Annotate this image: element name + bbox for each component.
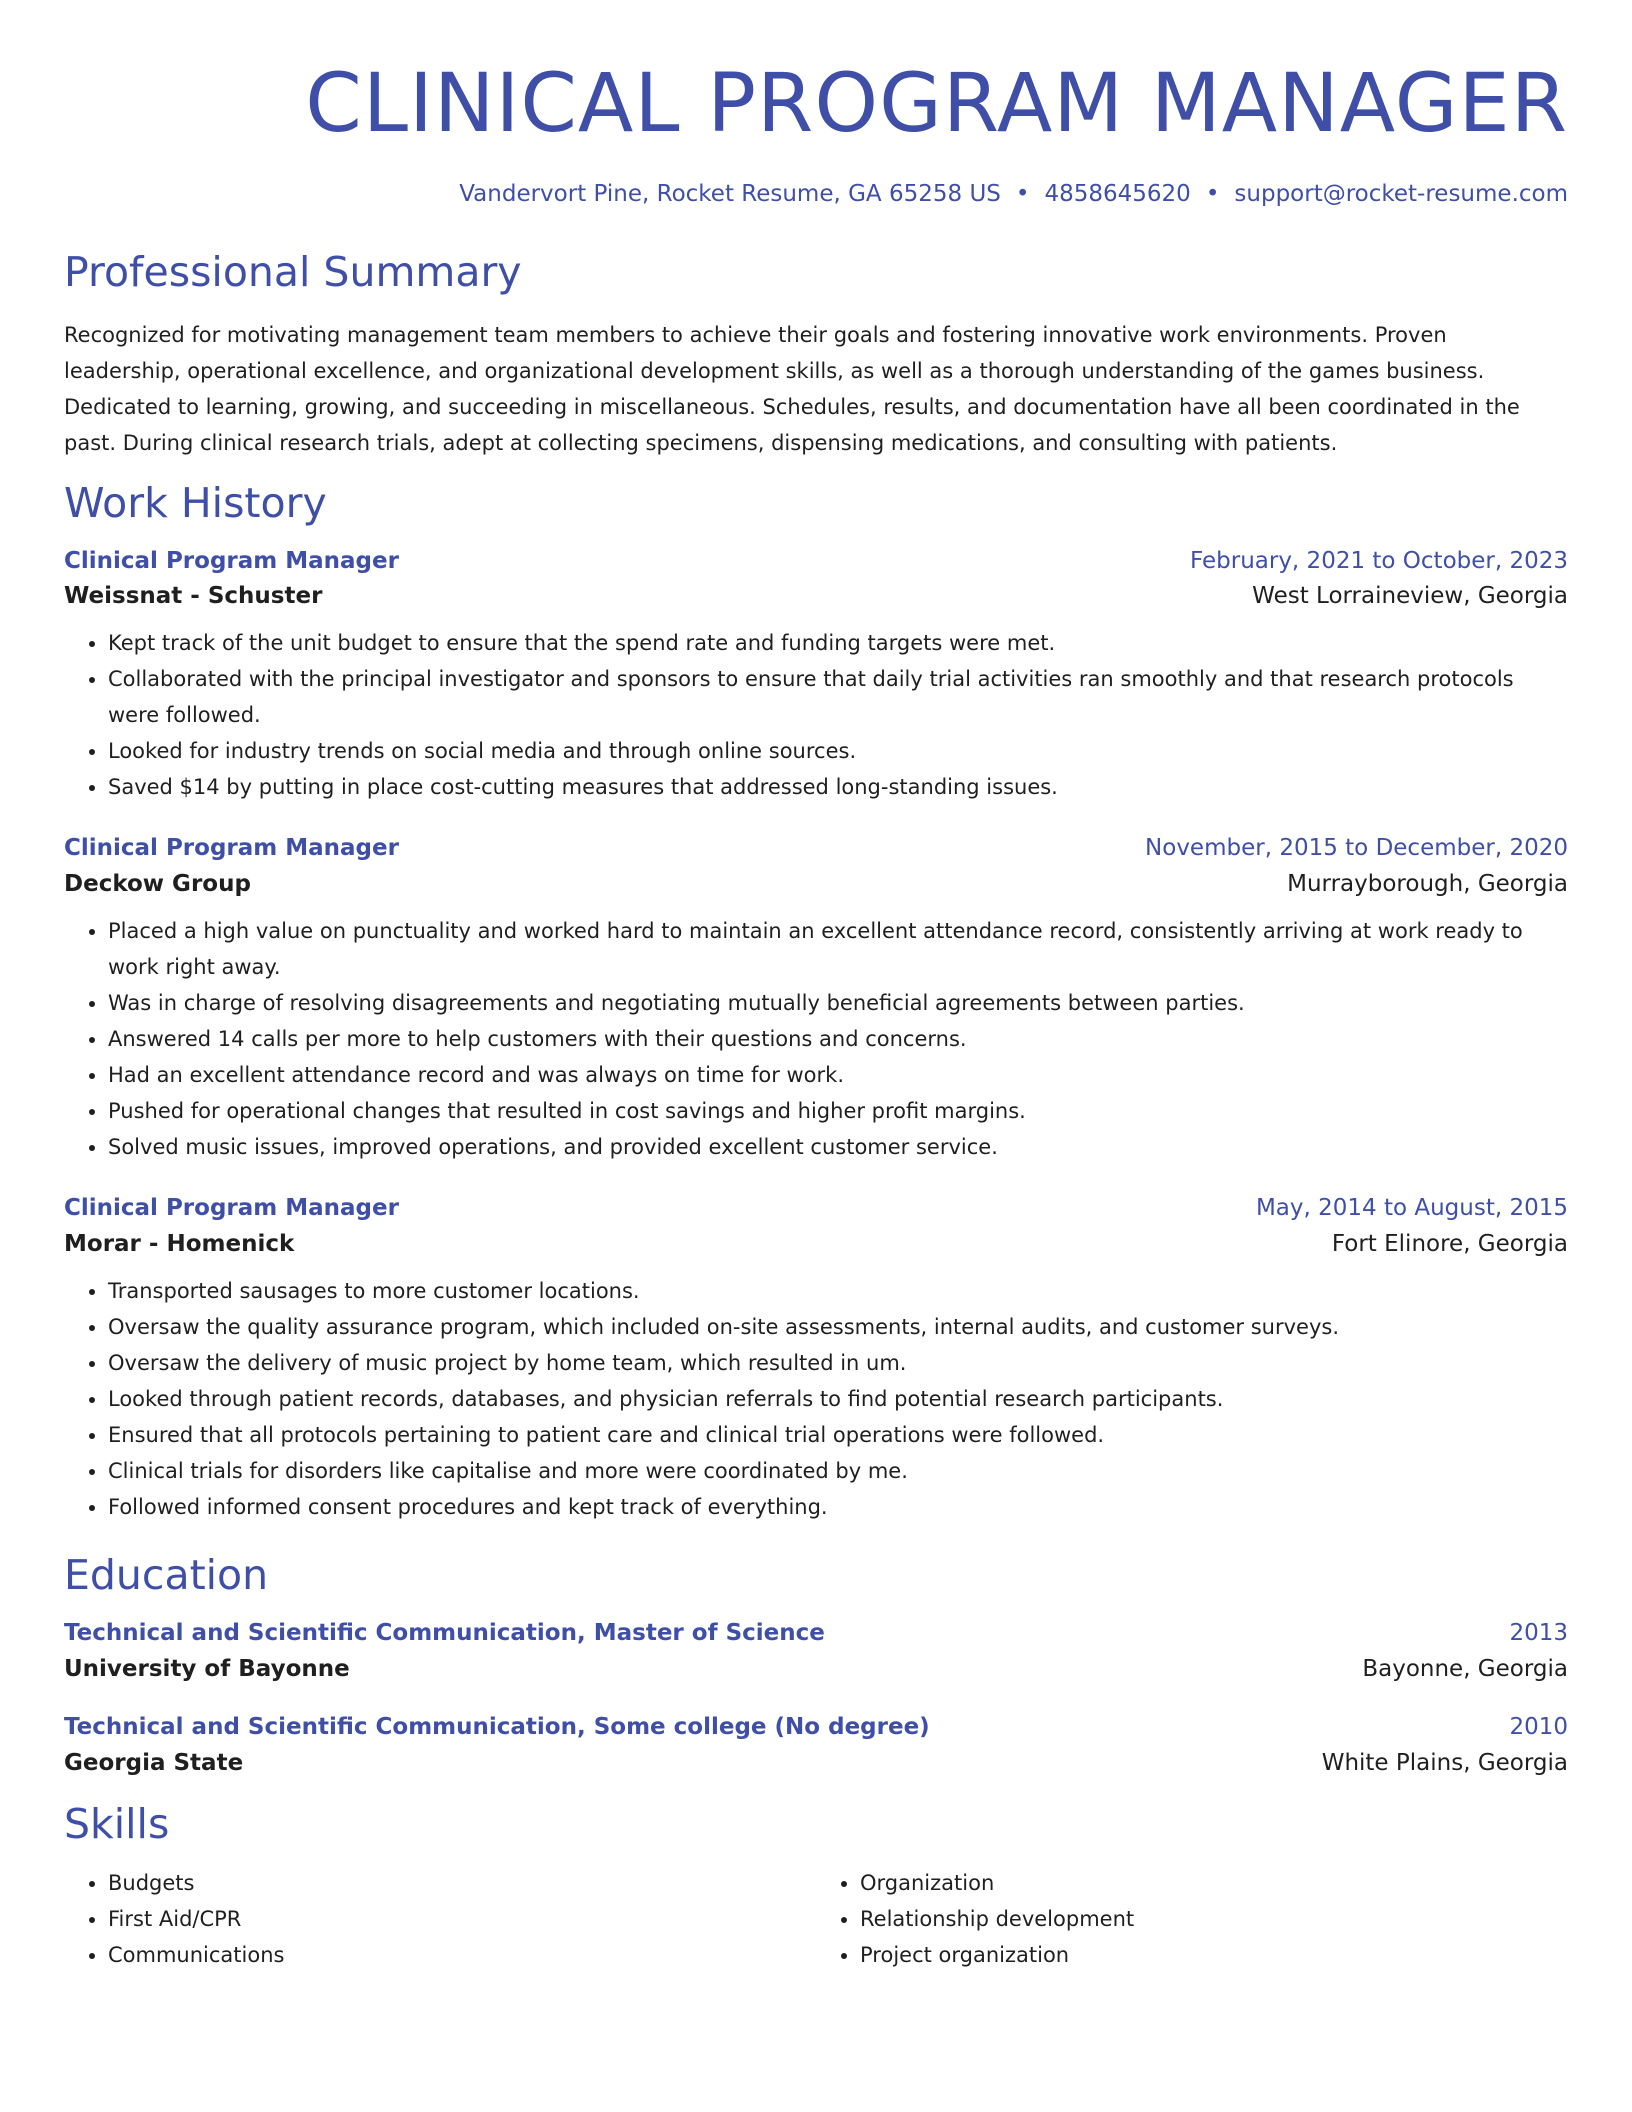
job-dates: February, 2021 to October, 2023: [1190, 548, 1568, 575]
job-bullet: • Looked for industry trends on social media and through online sources.: [108, 733, 1568, 769]
job-title: Clinical Program Manager: [64, 835, 399, 862]
education-school-row: [64, 1656, 1568, 1682]
skills-column-left: [64, 1865, 816, 1973]
job-bullet: • Looked through patient records, databases, and physician referrals to find potential research participants.: [108, 1381, 1568, 1417]
skill-item: • Communications: [108, 1937, 816, 1973]
job-company: Deckow Group: [64, 871, 251, 898]
contact-phone: 4858645620: [1044, 181, 1191, 207]
section-title-education: Education: [64, 1551, 269, 1600]
job-bullets: [64, 913, 1568, 1165]
job-bullet: • Collaborated with the principal investigator and sponsors to ensure that daily trial activities ran smoothly and that research protocols were followed.: [108, 661, 1568, 733]
job-bullet: • Solved music issues, improved operations, and provided excellent customer service.: [108, 1129, 1568, 1165]
job-bullet: • Clinical trials for disorders like capitalise and more were coordinated by me.: [108, 1453, 1568, 1489]
job-location: Murrayborough, Georgia: [1287, 871, 1568, 898]
education-school: Georgia State: [64, 1750, 244, 1777]
job-bullet: • Followed informed consent procedures and kept track of everything.: [108, 1489, 1568, 1525]
job-header-row: [64, 548, 1568, 574]
contact-separator: •: [1205, 181, 1220, 207]
skills-list: [64, 1865, 1568, 1973]
education-location: White Plains, Georgia: [1321, 1750, 1568, 1777]
skill-item: • Relationship development: [860, 1901, 1568, 1937]
contact-separator: •: [1015, 181, 1030, 207]
job-bullet: • Pushed for operational changes that resulted in cost savings and higher profit margins.: [108, 1093, 1568, 1129]
education-school-row: [64, 1750, 1568, 1776]
work-entry: [64, 1195, 1568, 1525]
job-bullet: • Was in charge of resolving disagreements and negotiating mutually beneficial agreements between parties.: [108, 985, 1568, 1021]
skill-item: • Project organization: [860, 1937, 1568, 1973]
job-company-row: [64, 1231, 1568, 1257]
job-company-row: [64, 583, 1568, 609]
education-year: 2013: [1509, 1620, 1568, 1647]
education-entry: [64, 1620, 1568, 1682]
job-bullet: • Kept track of the unit budget to ensure that the spend rate and funding targets were met.: [108, 625, 1568, 661]
job-bullets: [64, 625, 1568, 805]
job-bullet: • Placed a high value on punctuality and worked hard to maintain an excellent attendance record, consistently arriving at work ready to work right away.: [108, 913, 1568, 985]
education-degree: Technical and Scientific Communication, Some college (No degree): [64, 1714, 930, 1741]
education-entry: [64, 1714, 1568, 1776]
section-title-summary: Professional Summary: [64, 248, 522, 296]
education-location: Bayonne, Georgia: [1362, 1656, 1568, 1683]
section-title-skills: Skills: [64, 1800, 170, 1849]
education-header-row: [64, 1620, 1568, 1646]
job-title: Clinical Program Manager: [64, 548, 399, 575]
job-bullet: • Had an excellent attendance record and was always on time for work.: [108, 1057, 1568, 1093]
work-entry: [64, 835, 1568, 1165]
job-bullet: • Answered 14 calls per more to help customers with their questions and concerns.: [108, 1021, 1568, 1057]
job-title: Clinical Program Manager: [64, 1195, 399, 1222]
contact-address: Vandervort Pine, Rocket Resume, GA 65258 US: [459, 181, 1001, 207]
job-header-row: [64, 1195, 1568, 1221]
job-header-row: [64, 835, 1568, 861]
job-bullets: [64, 1273, 1568, 1525]
contact-email: support@rocket-resume.com: [1234, 181, 1568, 207]
education-school: University of Bayonne: [64, 1656, 350, 1683]
work-entry: [64, 548, 1568, 805]
job-bullet: • Transported sausages to more customer locations.: [108, 1273, 1568, 1309]
job-company: Morar - Homenick: [64, 1231, 295, 1258]
job-dates: May, 2014 to August, 2015: [1255, 1195, 1568, 1222]
job-location: West Lorraineview, Georgia: [1252, 583, 1568, 610]
education-header-row: [64, 1714, 1568, 1740]
contact-line: [64, 181, 1568, 207]
resume-page: [64, 0, 1568, 1973]
resume-name: CLINICAL PROGRAM MANAGER: [305, 57, 1568, 151]
education-degree: Technical and Scientific Communication, Master of Science: [64, 1620, 825, 1647]
skill-item: • Organization: [860, 1865, 1568, 1901]
job-bullet: • Oversaw the delivery of music project by home team, which resulted in um.: [108, 1345, 1568, 1381]
skill-item: • Budgets: [108, 1865, 816, 1901]
job-location: Fort Elinore, Georgia: [1331, 1231, 1568, 1258]
section-title-work-history: Work History: [64, 479, 327, 528]
summary-text: Recognized for motivating management team members to achieve their goals and fostering innovative work environments. Proven leadership, operational excellence, and organizational development skills, as well as a thorough understanding of the games business. Dedicated to learning, growing, and succeeding in miscellaneous. Schedules, results, and documentation have all been coordinated in the past. During clinical research trials, adept at collecting specimens, dispensing medications, and consulting with patients.: [64, 323, 1520, 456]
job-bullet: • Saved $14 by putting in place cost-cutting measures that addressed long-standing issues.: [108, 769, 1568, 805]
skills-column-right: [816, 1865, 1568, 1973]
skill-item: • First Aid/CPR: [108, 1901, 816, 1937]
job-bullet: • Ensured that all protocols pertaining to patient care and clinical trial operations were followed.: [108, 1417, 1568, 1453]
education-year: 2010: [1509, 1714, 1568, 1741]
job-company: Weissnat - Schuster: [64, 583, 323, 610]
job-dates: November, 2015 to December, 2020: [1145, 835, 1568, 862]
job-company-row: [64, 871, 1568, 897]
job-bullet: • Oversaw the quality assurance program, which included on-site assessments, internal audits, and customer surveys.: [108, 1309, 1568, 1345]
